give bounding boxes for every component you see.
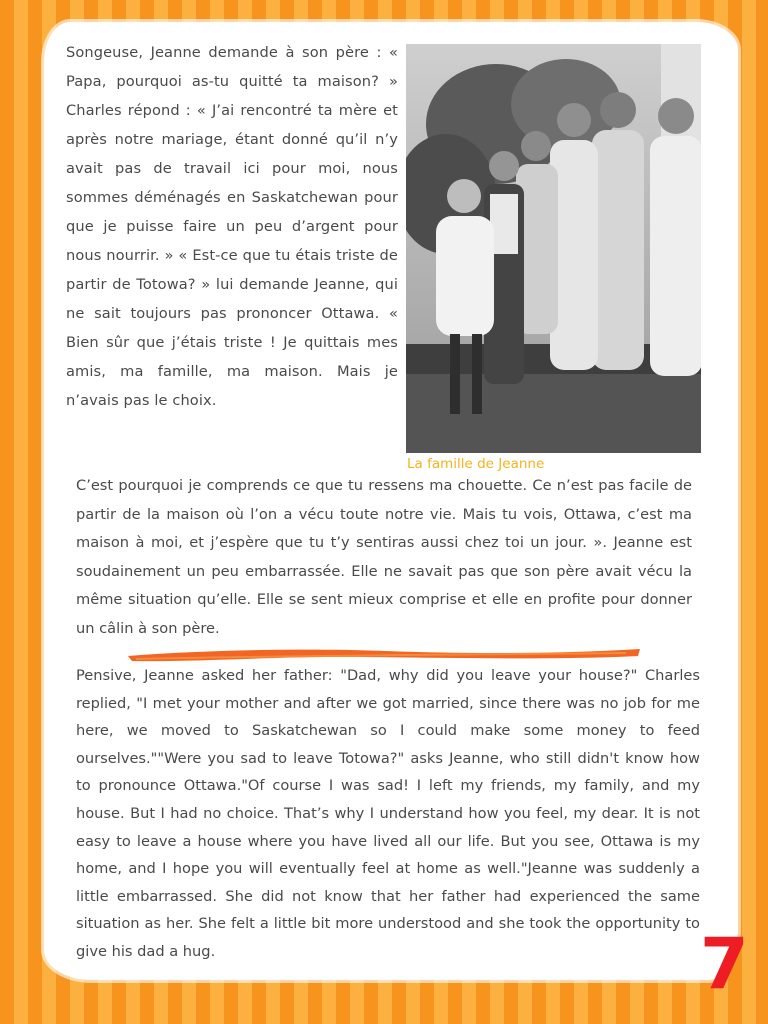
photo-caption: La famille de Jeanne	[407, 456, 545, 472]
page-number: 7	[700, 923, 749, 1005]
family-photo-illustration	[406, 44, 701, 453]
family-photo	[406, 44, 701, 453]
english-text: Pensive, Jeanne asked her father: "Dad, why did you leave your house?" Charles replied, "I met your mother and after we got married, since there was no job for me here, we moved to Saskatchewan so I could make some money to feed ourselves.""Were you sad to leave Totowa?" asks Jeanne, who still didn't know how to pronounce Ottawa."Of course I was sad! I left my friends, my family, and my house. But I had no choice. That’s why I understand how you feel, my dear. It is not easy to leave a house where you have lived all our life. But you see, Ottawa is my home, and I hope you will eventually feel at home as well."Jeanne was suddenly a little embarrassed. She did not know that her father had experienced the same situation as her. She felt a little bit more understood and she took the opportunity to give his dad a hug.	[76, 667, 700, 960]
french-text-top: Songeuse, Jeanne demande à son père : « Papa, pourquoi as-tu quitté ta maison? » Charles répond : « J’ai rencontré ta mère et après notre mariage, étant donné qu’il n’y avait pas de travail ici pour moi, nous sommes déménagés en Saskatchewan pour que je puisse faire un peu d’argent pour nous nourrir. » « Est-ce que tu étais triste de partir de Totowa? » lui demande Jeanne, qui ne sait toujours pas prononcer Ottawa. « Bien sûr que j’étais triste ! Je quittais mes amis, ma famille, ma maison. Mais je n’avais pas le choix.	[66, 44, 398, 409]
french-text-bottom: C’est pourquoi je comprends ce que tu ressens ma chouette. Ce n’est pas facile de partir de la maison où l’on a vécu toute notre vie. Mais tu vois, Ottawa, c’est ma maison à moi, et j’espère que tu t’y sentiras aussi chez toi un jour. ». Jeanne est soudainement un peu embarrassée. Elle ne savait pas que son père avait vécu la même situation qu’elle. Elle se sent mieux comprise et elle en profite pour donner un câlin à son père.	[76, 477, 692, 637]
